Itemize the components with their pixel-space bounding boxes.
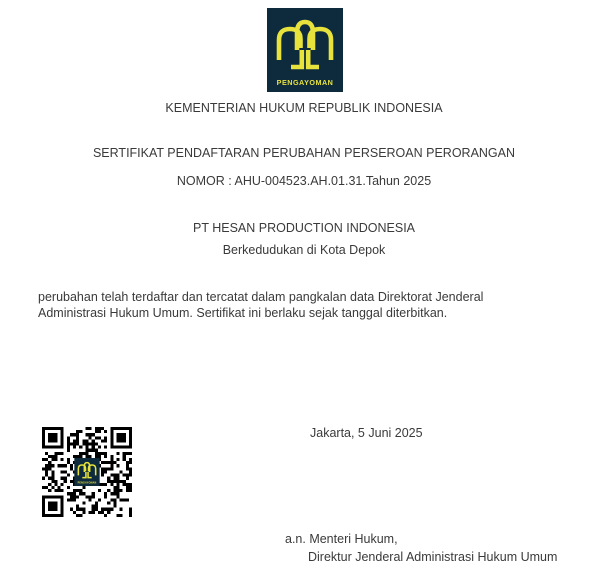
verification-qr-code: [42, 427, 132, 517]
company-domicile: Berkedudukan di Kota Depok: [222, 243, 386, 257]
certificate-number: NOMOR : AHU-004523.AH.01.31.Tahun 2025: [176, 174, 432, 188]
pengayoman-tree-icon: [74, 458, 100, 486]
registration-statement-line-1: perubahan telah terdaftar dan tercatat dalam pangkalan data Direktorat Jenderal: [38, 290, 484, 304]
qr-center-logo: [74, 458, 100, 486]
certificate-title: SERTIFIKAT PENDAFTARAN PERUBAHAN PERSEROAN PERORANGAN: [92, 146, 516, 160]
logo-caption: PENGAYOMAN: [276, 78, 334, 87]
registration-statement-line-2: Administrasi Hukum Umum. Sertifikat ini berlaku sejak tanggal diterbitkan.: [38, 305, 448, 320]
company-name: PT HESAN PRODUCTION INDONESIA: [192, 221, 416, 235]
ministry-logo: [267, 8, 343, 92]
logo-caption: PENGAYOMAN: [77, 481, 97, 485]
signature-title: Direktur Jenderal Administrasi Hukum Umum: [308, 550, 558, 564]
registration-statement: [38, 290, 583, 321]
pengayoman-tree-icon: [267, 8, 343, 92]
signature-on-behalf: a.n. Menteri Hukum,: [285, 532, 398, 546]
ministry-name: KEMENTERIAN HUKUM REPUBLIK INDONESIA: [165, 101, 443, 115]
issue-place-date: Jakarta, 5 Juni 2025: [310, 426, 423, 440]
